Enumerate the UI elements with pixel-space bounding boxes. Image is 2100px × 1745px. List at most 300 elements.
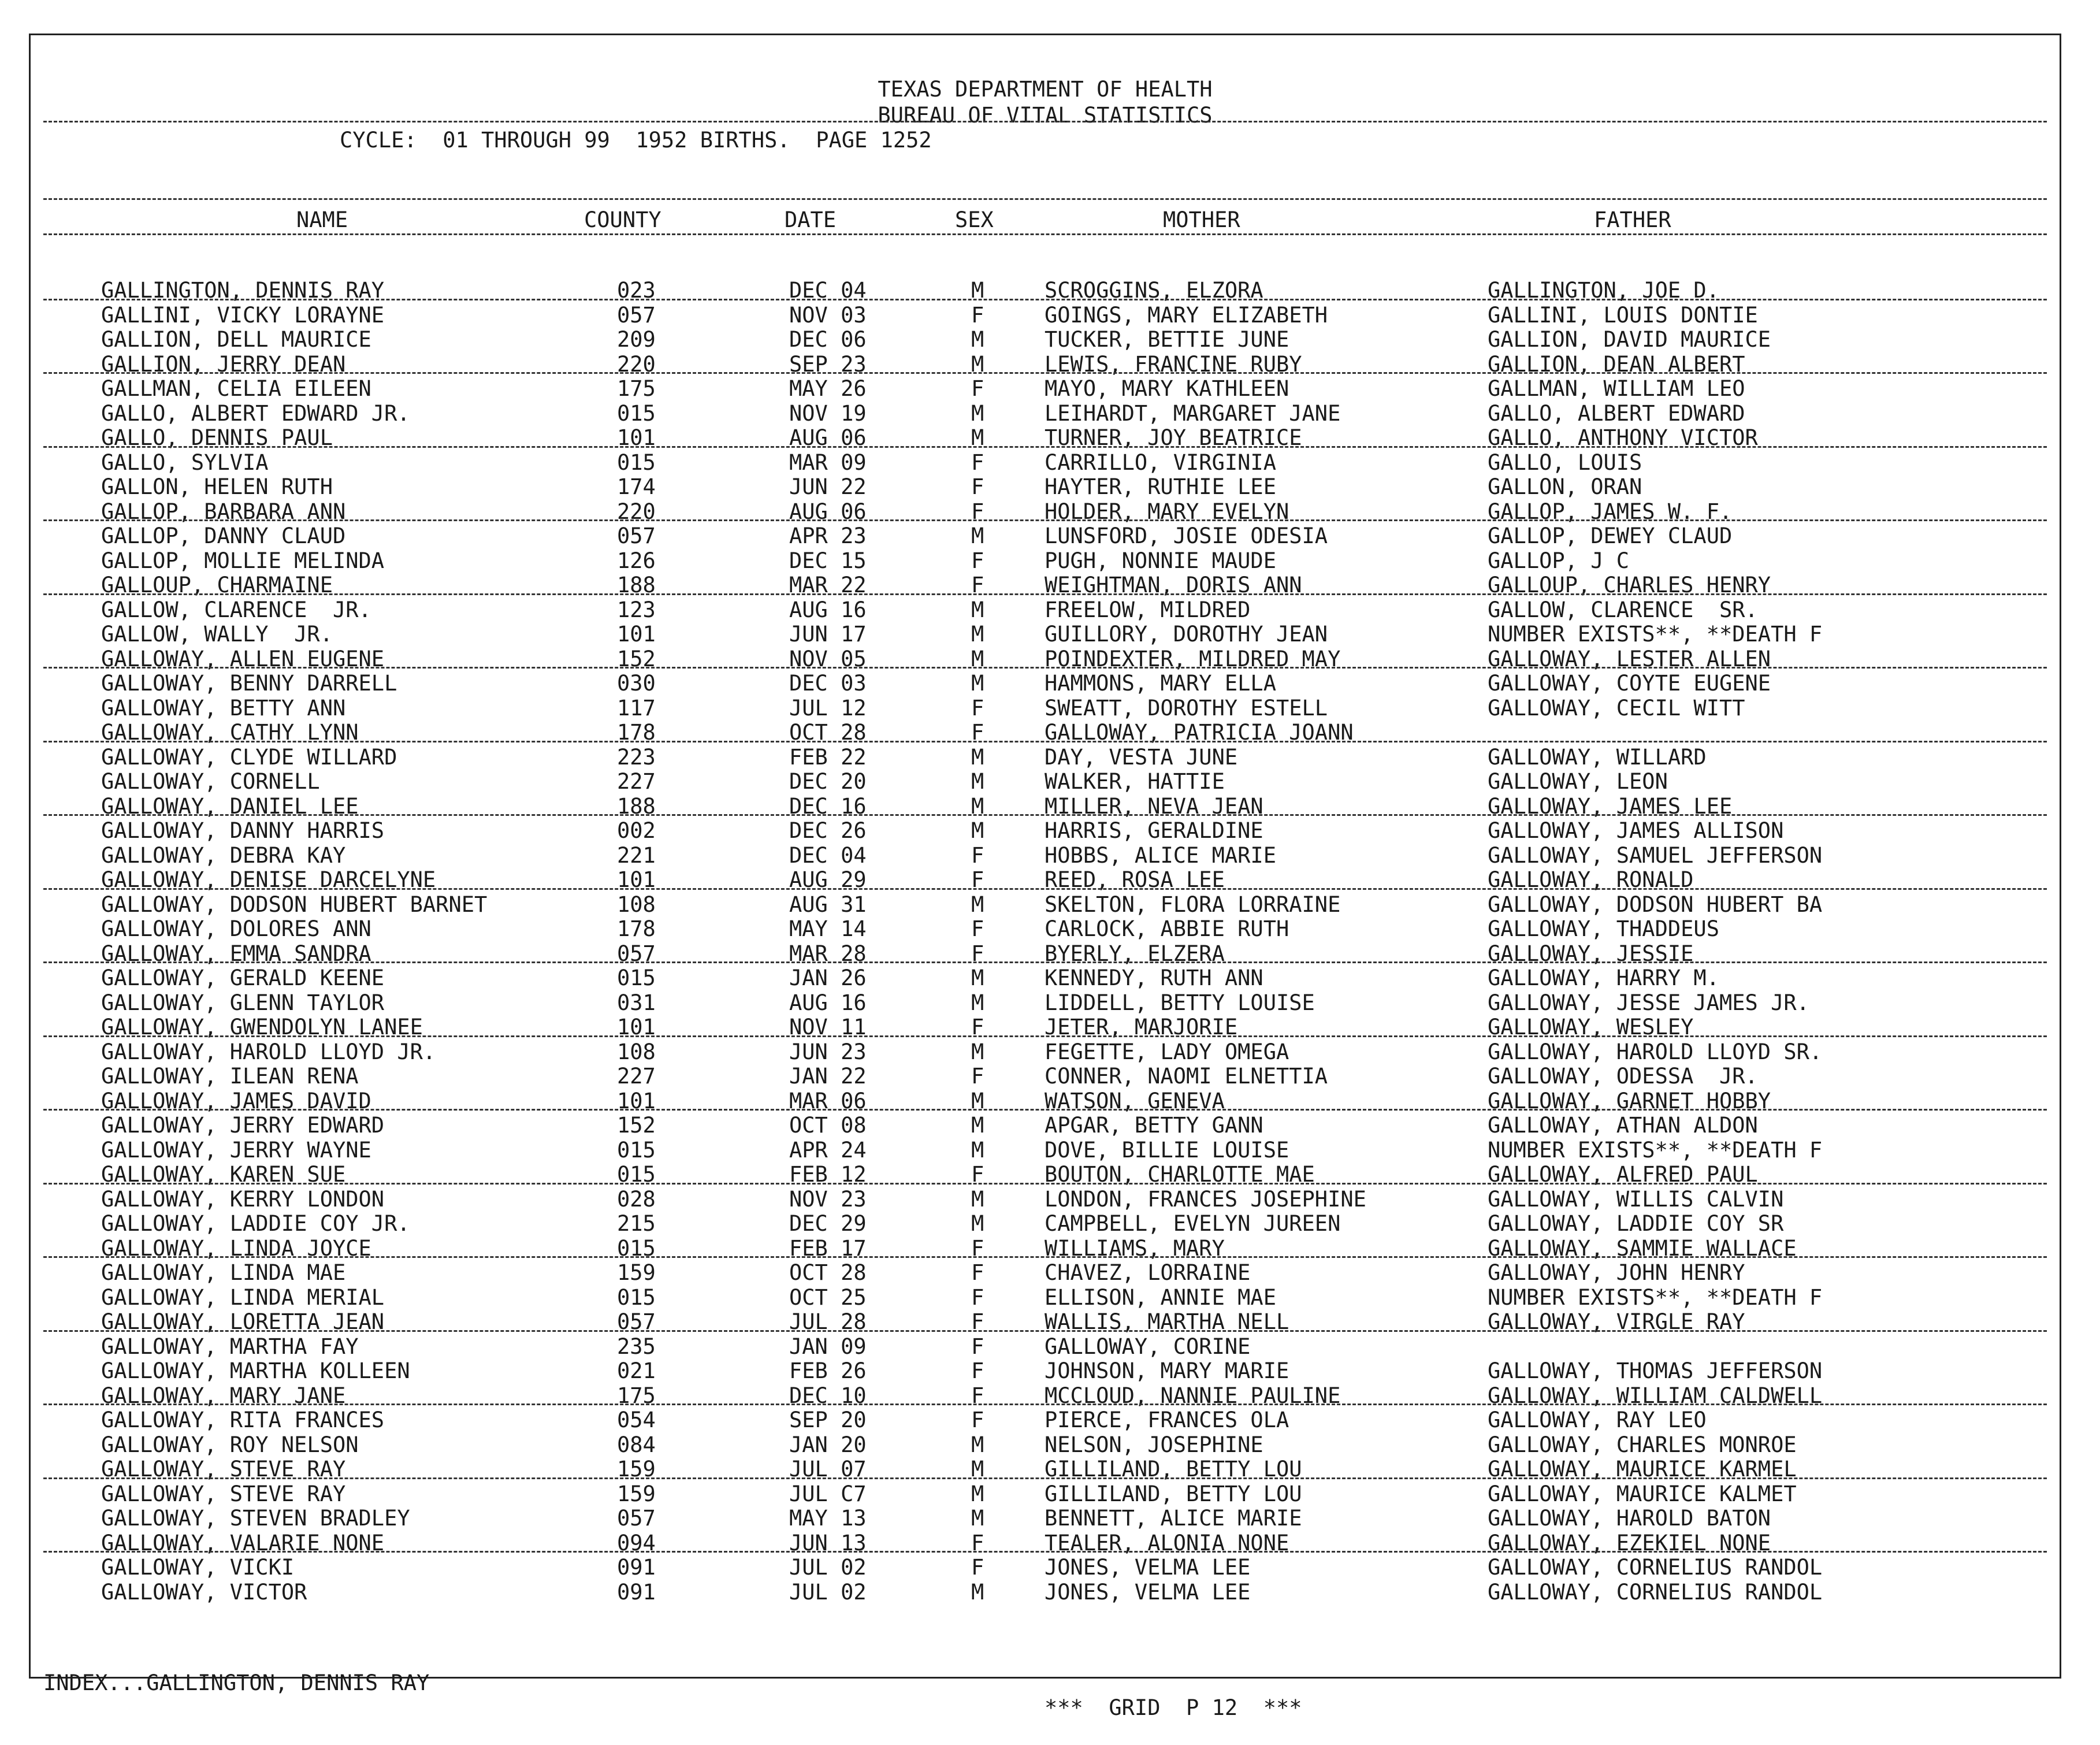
cell-name: GALLOWAY, LINDA JOYCE — [101, 1235, 371, 1261]
cell-county: 091 — [617, 1579, 656, 1605]
cell-sex: M — [971, 990, 984, 1015]
cell-father: NUMBER EXISTS**, **DEATH F — [1488, 1284, 1823, 1310]
cell-sex: F — [971, 1309, 984, 1334]
cell-mother: JOHNSON, MARY MARIE — [1045, 1358, 1289, 1383]
cell-father: GALLOWAY, VIRGLE RAY — [1488, 1309, 1745, 1334]
cell-father: GALLOWAY, DODSON HUBERT BA — [1488, 892, 1823, 917]
cell-father: GALLOWAY, THOMAS JEFFERSON — [1488, 1358, 1823, 1383]
cell-date: MAY 13 — [789, 1506, 867, 1531]
cell-father: GALLOWAY, JAMES LEE — [1488, 793, 1733, 819]
cell-mother: PUGH, NONNIE MAUDE — [1045, 548, 1276, 573]
table-row — [31, 720, 2060, 745]
cell-name: GALLOWAY, MARY JANE — [101, 1383, 346, 1408]
column-header-date: DATE — [785, 207, 837, 232]
table-row — [31, 1113, 2060, 1138]
cell-name: GALLOWAY, DEBRA KAY — [101, 842, 346, 868]
cell-name: GALLOWAY, ALLEN EUGENE — [101, 646, 385, 671]
cell-name: GALLOWAY, GWENDOLYN LANEE — [101, 1015, 423, 1039]
cell-father: GALLOWAY, CORNELIUS RANDOL — [1488, 1579, 1823, 1605]
cell-mother: MCCLOUD, NANNIE PAULINE — [1045, 1383, 1341, 1408]
cell-date: APR 24 — [789, 1137, 867, 1163]
table-row — [31, 1089, 2060, 1113]
cell-date: DEC 29 — [789, 1211, 867, 1236]
cell-father: GALLOWAY, CECIL WITT — [1488, 695, 1745, 721]
cell-county: 028 — [617, 1186, 656, 1212]
column-header-mother: MOTHER — [1163, 207, 1240, 232]
cell-mother: GALLOWAY, CORINE — [1045, 1334, 1251, 1359]
cell-mother: GILLILAND, BETTY LOU — [1045, 1457, 1302, 1482]
cell-father: GALLON, ORAN — [1488, 474, 1642, 499]
cell-mother: SCROGGINS, ELZORA — [1045, 278, 1263, 303]
cell-sex: F — [971, 842, 984, 868]
cell-sex: M — [971, 327, 984, 352]
cell-father: GALLOWAY, CHARLES MONROE — [1488, 1432, 1797, 1457]
header-divider — [43, 121, 2047, 122]
cell-mother: CHAVEZ, LORRAINE — [1045, 1260, 1251, 1285]
cell-date: MAR 22 — [789, 573, 867, 597]
cell-mother: BENNETT, ALICE MARIE — [1045, 1506, 1302, 1531]
cell-county: 175 — [617, 376, 656, 401]
cell-sex: M — [971, 1088, 984, 1113]
table-row — [31, 524, 2060, 548]
cell-father: GALLO, LOUIS — [1488, 450, 1642, 475]
cell-mother: REED, ROSA LEE — [1045, 867, 1225, 892]
cell-date: JUL C7 — [789, 1481, 867, 1506]
cell-county: 152 — [617, 646, 656, 671]
cell-county: 015 — [617, 400, 656, 426]
cell-county: 117 — [617, 695, 656, 721]
cell-mother: WEIGHTMAN, DORIS ANN — [1045, 573, 1302, 597]
cell-county: 221 — [617, 842, 656, 868]
cell-mother: HAYTER, RUTHIE LEE — [1045, 474, 1276, 499]
cell-date: SEP 20 — [789, 1408, 867, 1432]
table-row — [31, 671, 2060, 696]
cell-sex: M — [971, 1113, 984, 1138]
cell-name: GALLOWAY, VICKI — [101, 1555, 295, 1580]
cell-date: JUN 22 — [789, 474, 867, 499]
table-row — [31, 990, 2060, 1015]
cell-county: 209 — [617, 327, 656, 352]
page-footer — [31, 1646, 2060, 1745]
cell-name: GALLOW, WALLY JR. — [101, 622, 333, 647]
table-row — [31, 352, 2060, 377]
cell-sex: F — [971, 695, 984, 721]
cell-name: GALLOWAY, VICTOR — [101, 1579, 307, 1605]
cell-county: 057 — [617, 524, 656, 548]
cell-mother: TEALER, ALONIA NONE — [1045, 1530, 1289, 1555]
cell-father: GALLOP, DEWEY CLAUD — [1488, 524, 1733, 548]
cell-mother: PIERCE, FRANCES OLA — [1045, 1408, 1289, 1432]
cell-name: GALLION, JERRY DEAN — [101, 351, 346, 377]
cell-father: GALLOWAY, SAMMIE WALLACE — [1488, 1235, 1797, 1261]
cell-sex: M — [971, 1039, 984, 1064]
cell-name: GALLOWAY, VALARIE NONE — [101, 1530, 385, 1555]
cell-sex: F — [971, 376, 984, 401]
cell-mother: WATSON, GENEVA — [1045, 1088, 1225, 1113]
table-row — [31, 1309, 2060, 1334]
cell-date: AUG 06 — [789, 425, 867, 450]
cell-father: GALLOWAY, COYTE EUGENE — [1488, 671, 1771, 696]
cell-name: GALLOWAY, JERRY WAYNE — [101, 1137, 371, 1163]
cell-sex: F — [971, 573, 984, 597]
cell-date: DEC 20 — [789, 769, 867, 794]
cell-father: GALLO, ANTHONY VICTOR — [1488, 425, 1758, 450]
cell-date: JUN 13 — [789, 1530, 867, 1555]
cell-name: GALLOWAY, EMMA SANDRA — [101, 941, 371, 966]
cell-name: GALLOWAY, LINDA MAE — [101, 1260, 346, 1285]
cell-father: NUMBER EXISTS**, **DEATH F — [1488, 622, 1823, 647]
table-row — [31, 818, 2060, 843]
cell-father: GALLINGTON, JOE D. — [1488, 278, 1719, 303]
cell-mother: HOBBS, ALICE MARIE — [1045, 842, 1276, 868]
cell-mother: LEIHARDT, MARGARET JANE — [1045, 400, 1341, 426]
cell-county: 174 — [617, 474, 656, 499]
cell-father: GALLOWAY, LESTER ALLEN — [1488, 646, 1771, 671]
cell-sex: F — [971, 867, 984, 892]
table-row — [31, 745, 2060, 770]
cell-mother: POINDEXTER, MILDRED MAY — [1045, 646, 1341, 671]
cell-county: 015 — [617, 1137, 656, 1163]
cell-name: GALLOWAY, JERRY EDWARD — [101, 1113, 385, 1138]
cell-sex: M — [971, 351, 984, 377]
cell-mother: WILLIAMS, MARY — [1045, 1235, 1225, 1261]
cell-father: GALLOWAY, JESSE JAMES JR. — [1488, 990, 1809, 1015]
table-row — [31, 303, 2060, 328]
cell-name: GALLOWAY, KERRY LONDON — [101, 1186, 385, 1212]
cell-county: 152 — [617, 1113, 656, 1138]
column-header-sex: SEX — [955, 207, 994, 232]
cell-sex: F — [971, 302, 984, 328]
cell-sex: F — [971, 1260, 984, 1285]
cell-mother: DOVE, BILLIE LOUISE — [1045, 1137, 1289, 1163]
column-header-top-rule — [43, 198, 2047, 200]
cell-sex: F — [971, 1064, 984, 1089]
cell-sex: M — [971, 1137, 984, 1163]
cell-mother: HARRIS, GERALDINE — [1045, 818, 1263, 843]
cell-sex: F — [971, 1235, 984, 1261]
cell-county: 057 — [617, 302, 656, 328]
cell-name: GALLOP, MOLLIE MELINDA — [101, 548, 385, 573]
cell-name: GALLION, DELL MAURICE — [101, 327, 371, 352]
cell-county: 108 — [617, 892, 656, 917]
table-row — [31, 1580, 2060, 1605]
cell-mother: BYERLY, ELZERA — [1045, 941, 1225, 966]
cell-father: GALLOWAY, WILLIS CALVIN — [1488, 1186, 1784, 1212]
cell-sex: F — [971, 1358, 984, 1383]
cell-mother: TURNER, JOY BEATRICE — [1045, 425, 1302, 450]
cell-name: GALLOWAY, DODSON HUBERT BARNET — [101, 892, 488, 917]
cell-father: GALLOWAY, LEON — [1488, 769, 1668, 794]
cell-date: DEC 26 — [789, 818, 867, 843]
cell-name: GALLOWAY, DOLORES ANN — [101, 916, 371, 941]
cell-name: GALLINI, VICKY LORAYNE — [101, 302, 385, 328]
cell-date: JUL 07 — [789, 1457, 867, 1482]
cell-mother: GALLOWAY, PATRICIA JOANN — [1045, 720, 1354, 745]
cell-county: 178 — [617, 720, 656, 745]
table-row — [31, 622, 2060, 647]
cell-name: GALLO, SYLVIA — [101, 450, 269, 475]
cell-sex: M — [971, 793, 984, 819]
cell-sex: F — [971, 499, 984, 524]
cell-date: NOV 05 — [789, 646, 867, 671]
cell-date: NOV 11 — [789, 1015, 867, 1039]
cell-county: 178 — [617, 916, 656, 941]
table-row — [31, 573, 2060, 597]
cell-mother: JONES, VELMA LEE — [1045, 1555, 1251, 1580]
cell-county: 015 — [617, 1162, 656, 1187]
footer-grid: *** GRID P 12 *** — [1045, 1695, 1302, 1720]
cell-mother: MILLER, NEVA JEAN — [1045, 793, 1263, 819]
cell-county: 188 — [617, 793, 656, 819]
cell-mother: CAMPBELL, EVELYN JUREEN — [1045, 1211, 1341, 1236]
cell-county: 101 — [617, 867, 656, 892]
cell-county: 227 — [617, 1064, 656, 1089]
cell-date: JAN 22 — [789, 1064, 867, 1089]
cell-mother: CONNER, NAOMI ELNETTIA — [1045, 1064, 1328, 1089]
cell-sex: F — [971, 720, 984, 745]
cell-sex: M — [971, 597, 984, 622]
cell-sex: M — [971, 744, 984, 770]
table-row — [31, 376, 2060, 401]
cell-date: AUG 31 — [789, 892, 867, 917]
cell-county: 188 — [617, 573, 656, 597]
cell-county: 015 — [617, 966, 656, 990]
cell-mother: LEWIS, FRANCINE RUBY — [1045, 351, 1302, 377]
table-row — [31, 647, 2060, 671]
cell-county: 235 — [617, 1334, 656, 1359]
cell-date: AUG 29 — [789, 867, 867, 892]
cell-sex: M — [971, 769, 984, 794]
cell-father: GALLOWAY, WILLIAM CALDWELL — [1488, 1383, 1823, 1408]
cell-date: JUL 28 — [789, 1309, 867, 1334]
table-row — [31, 794, 2060, 819]
table-row — [31, 474, 2060, 499]
cell-mother: APGAR, BETTY GANN — [1045, 1113, 1263, 1138]
cell-mother: JETER, MARJORIE — [1045, 1015, 1238, 1039]
cell-county: 108 — [617, 1039, 656, 1064]
table-row — [31, 1015, 2060, 1039]
cell-mother: HOLDER, MARY EVELYN — [1045, 499, 1289, 524]
cell-father: NUMBER EXISTS**, **DEATH F — [1488, 1137, 1823, 1163]
cell-date: JUN 23 — [789, 1039, 867, 1064]
cell-name: GALLOWAY, DANNY HARRIS — [101, 818, 385, 843]
cell-sex: F — [971, 941, 984, 966]
cell-father: GALLOWAY, JOHN HENRY — [1488, 1260, 1745, 1285]
cell-mother: WALLIS, MARTHA NELL — [1045, 1309, 1289, 1334]
cell-county: 123 — [617, 597, 656, 622]
cell-county: 091 — [617, 1555, 656, 1580]
cell-date: FEB 17 — [789, 1235, 867, 1261]
bureau-title: BUREAU OF VITAL STATISTICS — [878, 103, 1213, 128]
cell-date: APR 23 — [789, 524, 867, 548]
table-row — [31, 1285, 2060, 1310]
cell-father: GALLOWAY, MAURICE KALMET — [1488, 1481, 1797, 1506]
cell-father: GALLOWAY, GARNET HOBBY — [1488, 1088, 1771, 1113]
cell-sex: M — [971, 400, 984, 426]
cell-county: 227 — [617, 769, 656, 794]
cell-sex: M — [971, 892, 984, 917]
cell-county: 159 — [617, 1457, 656, 1482]
table-row — [31, 450, 2060, 475]
cell-father: GALLOWAY, EZEKIEL NONE — [1488, 1530, 1771, 1555]
table-row — [31, 1432, 2060, 1457]
cell-date: DEC 04 — [789, 842, 867, 868]
cell-county: 101 — [617, 622, 656, 647]
cell-date: JAN 26 — [789, 966, 867, 990]
cell-mother: FREELOW, MILDRED — [1045, 597, 1251, 622]
cell-father: GALLION, DAVID MAURICE — [1488, 327, 1771, 352]
footer-index: INDEX...GALLINGTON, DENNIS RAY — [43, 1670, 430, 1695]
cell-mother: GOINGS, MARY ELIZABETH — [1045, 302, 1328, 328]
cell-date: NOV 03 — [789, 302, 867, 328]
cell-sex: M — [971, 1579, 984, 1605]
table-row — [31, 1383, 2060, 1408]
cell-name: GALLOWAY, CORNELL — [101, 769, 320, 794]
table-row — [31, 1138, 2060, 1163]
cell-date: AUG 06 — [789, 499, 867, 524]
cell-county: 215 — [617, 1211, 656, 1236]
cell-date: DEC 03 — [789, 671, 867, 696]
cell-date: DEC 16 — [789, 793, 867, 819]
cell-county: 223 — [617, 744, 656, 770]
cell-father: GALLOWAY, MAURICE KARMEL — [1488, 1457, 1797, 1482]
cell-county: 220 — [617, 499, 656, 524]
cell-mother: GILLILAND, BETTY LOU — [1045, 1481, 1302, 1506]
cell-father: GALLOWAY, ODESSA JR. — [1488, 1064, 1758, 1089]
cell-sex: F — [971, 548, 984, 573]
cell-father: GALLOWAY, SAMUEL JEFFERSON — [1488, 842, 1823, 868]
cell-sex: F — [971, 1162, 984, 1187]
table-row — [31, 597, 2060, 622]
table-row — [31, 966, 2060, 990]
cell-mother: MAYO, MARY KATHLEEN — [1045, 376, 1289, 401]
table-row — [31, 1211, 2060, 1236]
cell-father: GALLOWAY, ATHAN ALDON — [1488, 1113, 1758, 1138]
table-row — [31, 425, 2060, 450]
cell-county: 057 — [617, 941, 656, 966]
cell-name: GALLON, HELEN RUTH — [101, 474, 333, 499]
cell-sex: M — [971, 1211, 984, 1236]
column-header-bottom-rule — [43, 233, 2047, 235]
cell-name: GALLOP, DANNY CLAUD — [101, 524, 346, 548]
cell-sex: M — [971, 524, 984, 548]
table-row — [31, 696, 2060, 721]
table-row — [31, 1162, 2060, 1187]
cell-county: 084 — [617, 1432, 656, 1457]
cell-county: 015 — [617, 1284, 656, 1310]
cell-county: 030 — [617, 671, 656, 696]
column-header-county: COUNTY — [584, 207, 661, 232]
table-row — [31, 1482, 2060, 1506]
table-row — [31, 1358, 2060, 1383]
cell-sex: M — [971, 646, 984, 671]
cell-mother: SKELTON, FLORA LORRAINE — [1045, 892, 1341, 917]
cell-father: GALLOW, CLARENCE SR. — [1488, 597, 1758, 622]
cell-father: GALLOP, JAMES W. F. — [1488, 499, 1733, 524]
cell-sex: F — [971, 1015, 984, 1039]
cell-sex: F — [971, 1408, 984, 1432]
cell-father: GALLOWAY, THADDEUS — [1488, 916, 1719, 941]
cell-mother: ELLISON, ANNIE MAE — [1045, 1284, 1276, 1310]
cell-date: FEB 22 — [789, 744, 867, 770]
cell-mother: GUILLORY, DOROTHY JEAN — [1045, 622, 1328, 647]
cell-name: GALLOWAY, BENNY DARRELL — [101, 671, 397, 696]
cell-father: GALLOWAY, WESLEY — [1488, 1015, 1694, 1039]
cell-sex: F — [971, 1284, 984, 1310]
cell-name: GALLOWAY, ROY NELSON — [101, 1432, 359, 1457]
cell-county: 002 — [617, 818, 656, 843]
cell-name: GALLOP, BARBARA ANN — [101, 499, 346, 524]
cell-mother: HAMMONS, MARY ELLA — [1045, 671, 1276, 696]
cell-county: 126 — [617, 548, 656, 573]
cell-mother: BOUTON, CHARLOTTE MAE — [1045, 1162, 1315, 1187]
cell-county: 101 — [617, 425, 656, 450]
table-row — [31, 1506, 2060, 1531]
cell-sex: M — [971, 818, 984, 843]
table-row — [31, 1187, 2060, 1212]
cell-sex: M — [971, 966, 984, 990]
cell-county: 094 — [617, 1530, 656, 1555]
cell-father: GALLO, ALBERT EDWARD — [1488, 400, 1745, 426]
table-row — [31, 916, 2060, 941]
cell-name: GALLOWAY, DANIEL LEE — [101, 793, 359, 819]
cell-name: GALLO, DENNIS PAUL — [101, 425, 333, 450]
cell-county: 015 — [617, 1235, 656, 1261]
table-row — [31, 1555, 2060, 1580]
cell-county: 159 — [617, 1481, 656, 1506]
cell-mother: CARRILLO, VIRGINIA — [1045, 450, 1276, 475]
table-row — [31, 278, 2060, 303]
cell-date: DEC 15 — [789, 548, 867, 573]
cell-date: MAR 28 — [789, 941, 867, 966]
cell-date: AUG 16 — [789, 990, 867, 1015]
cell-name: GALLOWAY, LADDIE COY JR. — [101, 1211, 410, 1236]
cell-father: GALLOWAY, RONALD — [1488, 867, 1694, 892]
cell-mother: CARLOCK, ABBIE RUTH — [1045, 916, 1289, 941]
cell-name: GALLOWAY, CLYDE WILLARD — [101, 744, 397, 770]
cell-mother: LUNSFORD, JOSIE ODESIA — [1045, 524, 1328, 548]
cell-mother: FEGETTE, LADY OMEGA — [1045, 1039, 1289, 1064]
column-header-father: FATHER — [1594, 207, 1671, 232]
cell-date: DEC 10 — [789, 1383, 867, 1408]
cell-name: GALLO, ALBERT EDWARD JR. — [101, 400, 410, 426]
table-row — [31, 1236, 2060, 1261]
cell-name: GALLOWAY, HAROLD LLOYD JR. — [101, 1039, 436, 1064]
cell-sex: M — [971, 622, 984, 647]
cell-father: GALLOWAY, JESSIE — [1488, 941, 1694, 966]
cell-name: GALLOWAY, LINDA MERIAL — [101, 1284, 385, 1310]
cell-mother: SWEATT, DOROTHY ESTELL — [1045, 695, 1328, 721]
cell-sex: F — [971, 916, 984, 941]
cell-father: GALLOWAY, RAY LEO — [1488, 1408, 1707, 1432]
cell-mother: DAY, VESTA JUNE — [1045, 744, 1238, 770]
cell-name: GALLOWAY, GLENN TAYLOR — [101, 990, 385, 1015]
cell-sex: M — [971, 1481, 984, 1506]
cell-sex: M — [971, 1186, 984, 1212]
cell-mother: LONDON, FRANCES JOSEPHINE — [1045, 1186, 1366, 1212]
cell-mother: NELSON, JOSEPHINE — [1045, 1432, 1263, 1457]
cell-date: JUL 12 — [789, 695, 867, 721]
cell-county: 031 — [617, 990, 656, 1015]
cell-county: 054 — [617, 1408, 656, 1432]
cell-date: JUL 02 — [789, 1579, 867, 1605]
cell-date: AUG 16 — [789, 597, 867, 622]
cell-name: GALLOWAY, MARTHA FAY — [101, 1334, 359, 1359]
table-row — [31, 867, 2060, 892]
cell-father: GALLOWAY, HARRY M. — [1488, 966, 1719, 990]
cell-county: 175 — [617, 1383, 656, 1408]
table-row — [31, 327, 2060, 352]
